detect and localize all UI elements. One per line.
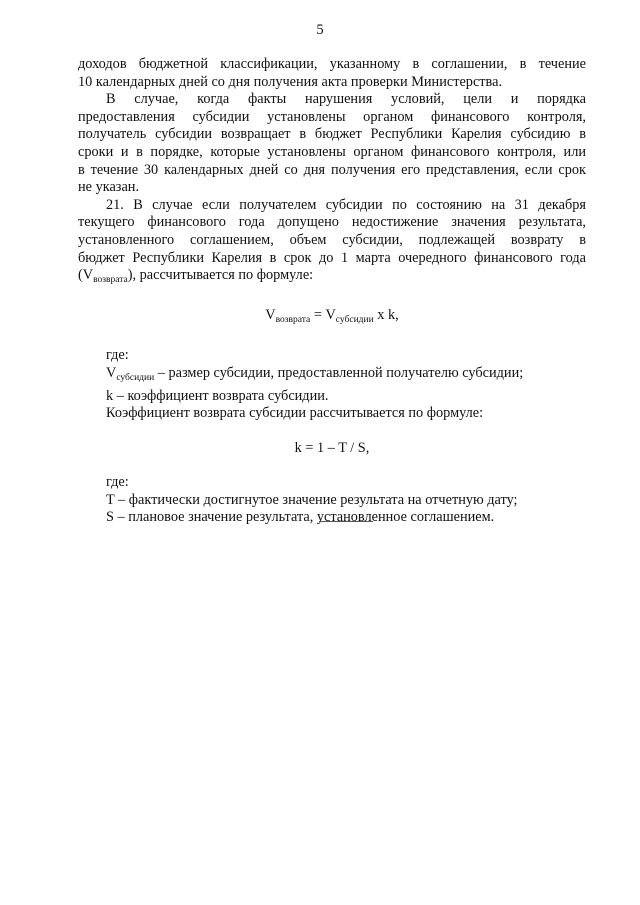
paragraph-2-line-1: В случае, когда факты нарушения условий, цели и порядка <box>106 91 586 108</box>
paragraph-1-line-1: доходов бюджетной классификации, указанному в соглашении, в течение <box>78 56 586 72</box>
def-v-text: – размер субсидии, предоставленной получателю субсидии; <box>154 364 524 381</box>
p3-v-letter: (V <box>78 267 94 284</box>
paragraph-1-line-2: 10 календарных дней со дня получения акта проверки Министерства. <box>78 73 503 90</box>
paragraph-3-line-5 <box>78 267 586 290</box>
paragraph-3-line-2: текущего финансового года допущено недостижение значения результата, <box>78 214 586 231</box>
formula1-eq: = V <box>310 306 336 323</box>
paragraph-3-line-4: бюджет Республики Карелия в срок до 1 марта очередного финансового года <box>78 249 586 266</box>
paragraph-2-line-5: в течение 30 календарных дней со дня получения его представления, если срок <box>78 161 586 178</box>
paragraph-2-line-4: сроки и в порядке, которые установлены органом финансового контроля, или <box>78 143 586 160</box>
definition-t: T – фактически достигнутое значение результата на отчетную дату; <box>106 491 518 508</box>
p3-v-subscript: возврата <box>93 275 128 286</box>
paragraph-2-line-6: не указан. <box>78 179 140 196</box>
def-v-letter: V <box>106 364 117 381</box>
def-v-subscript: субсидии <box>116 372 155 383</box>
definition-s: S – плановое значение результата, установленное соглашением. <box>106 509 495 526</box>
paragraph-2 <box>78 91 586 197</box>
paragraph-2-line-3: получатель субсидии возвращает в бюджет Республики Карелия субсидию в <box>78 126 586 143</box>
end-separator-line <box>319 521 373 522</box>
where-label-1: где: <box>106 347 129 364</box>
paragraph-3-line-1: 21. В случае если получателем субсидии по состоянию на 31 декабря <box>106 196 586 213</box>
formula1-v: V <box>265 306 276 323</box>
coefficient-formula-intro: Коэффициент возврата субсидии рассчитывается по формуле: <box>106 405 484 422</box>
paragraph-3 <box>78 197 586 290</box>
p3-line5-text: ), рассчитывается по формуле: <box>127 267 314 284</box>
paragraph-3-line-3: установленного соглашением, объем субсидии, подлежащей возврату в <box>78 231 586 248</box>
page-number: 5 <box>316 22 324 38</box>
formula-coefficient: k = 1 – T / S, <box>294 439 370 456</box>
formula-return-volume <box>78 307 586 330</box>
definition-k: k – коэффициент возврата субсидии. <box>106 387 329 404</box>
document-body <box>78 56 586 527</box>
paragraph-2-line-2: предоставления субсидии установлены органом финансового контроля, <box>78 108 586 125</box>
definition-v-subsidy <box>78 365 586 388</box>
where-label-2: где: <box>106 474 129 491</box>
formula1-sub-subsidy: субсидии <box>335 314 374 325</box>
paragraph-1 <box>78 56 586 91</box>
formula1-sub-return: возврата <box>275 314 311 325</box>
formula1-tail: x k, <box>373 306 399 323</box>
